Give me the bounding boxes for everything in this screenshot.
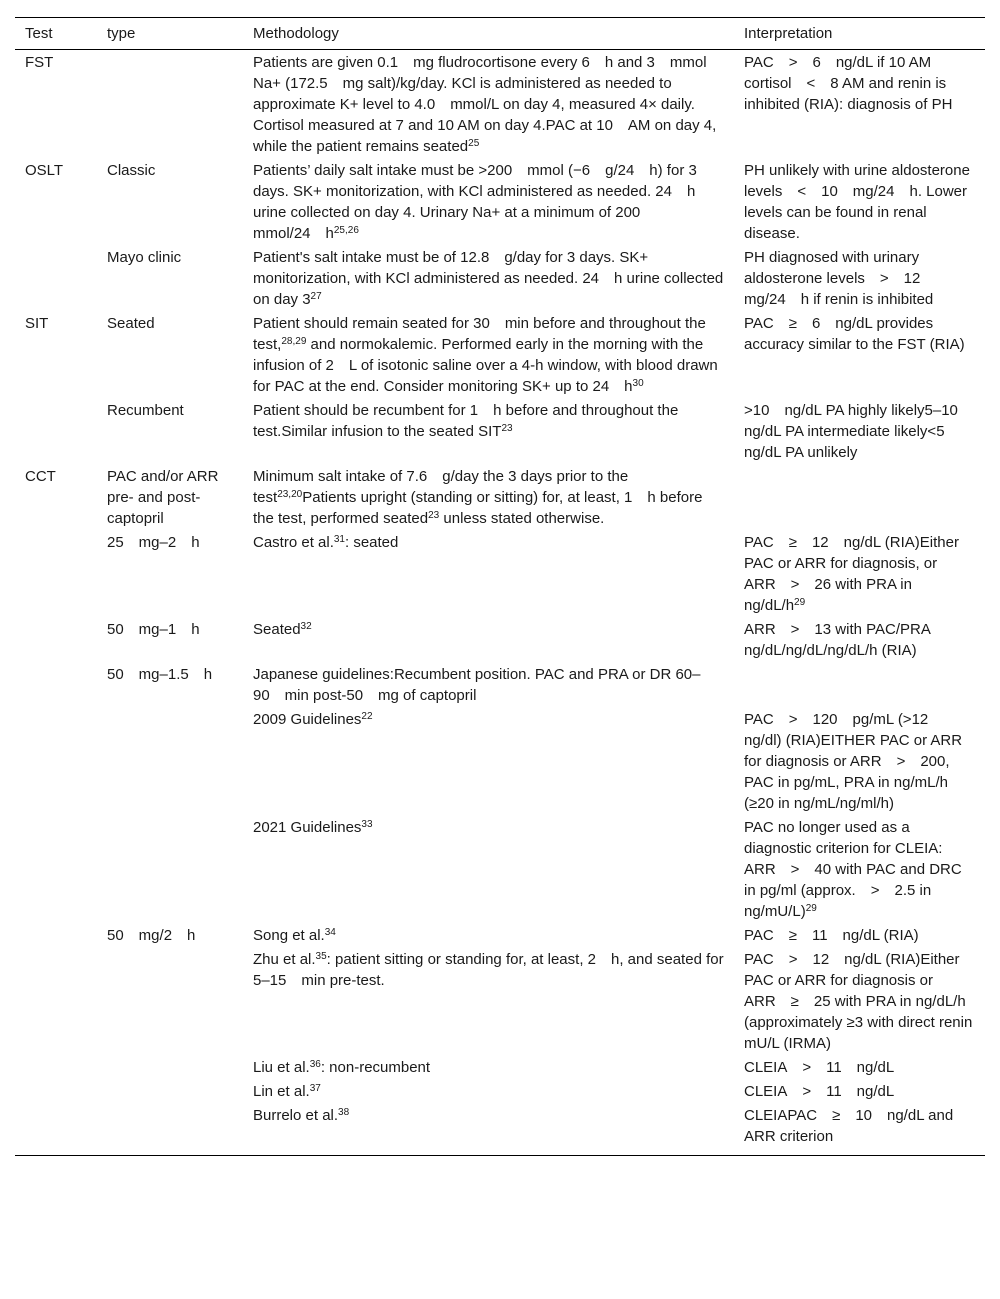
cell-type bbox=[97, 1055, 243, 1079]
cell-type bbox=[97, 1079, 243, 1103]
reference: 27 bbox=[310, 291, 322, 302]
reference: 23 bbox=[501, 423, 513, 434]
table-row bbox=[15, 311, 985, 398]
cell-interpretation: CLEIAPAC ≥ 10 ng/dL and ARR criterion bbox=[734, 1103, 985, 1156]
reference: 28,29 bbox=[281, 336, 307, 347]
reference: 33 bbox=[361, 819, 373, 830]
cell-test bbox=[15, 1079, 97, 1103]
table-row bbox=[15, 50, 985, 159]
cell-type: Mayo clinic bbox=[107, 249, 182, 266]
table-row bbox=[15, 617, 985, 662]
table-row bbox=[15, 398, 985, 464]
cell-interpretation bbox=[734, 662, 985, 707]
cell-type: 50 mg–1.5 h bbox=[107, 666, 213, 683]
cell-test bbox=[15, 1103, 97, 1156]
table-row bbox=[15, 530, 985, 617]
cell-interpretation: PH diagnosed with urinary aldosterone levels > 12 mg/24 h if renin is inhibited bbox=[744, 249, 936, 308]
reference: 35 bbox=[315, 951, 327, 962]
cell-test bbox=[15, 815, 97, 923]
reference: 32 bbox=[300, 621, 312, 632]
table-row bbox=[15, 923, 985, 947]
cell-test bbox=[15, 398, 97, 464]
table-row bbox=[15, 707, 985, 815]
methodology-table bbox=[15, 17, 985, 1156]
cell-test bbox=[15, 923, 97, 947]
reference: 29 bbox=[794, 597, 806, 608]
cell-type: Classic bbox=[107, 162, 156, 179]
cell-type bbox=[97, 707, 243, 815]
cell-type bbox=[97, 815, 243, 923]
header-interpretation: Interpretation bbox=[734, 18, 985, 50]
cell-methodology: Zhu et al.$^{35}$: patient sitting or standing for, at least, 2 h, and seated for 5–15 min pre-test. bbox=[253, 951, 724, 989]
cell-interpretation: >10 ng/dL PA highly likely5–10 ng/dL PA intermediate likely<5 ng/dL PA unlikely bbox=[744, 402, 973, 461]
header-type: type bbox=[97, 18, 243, 50]
cell-test: SIT bbox=[25, 315, 49, 332]
table-row bbox=[15, 815, 985, 923]
table-row bbox=[15, 1103, 985, 1156]
cell-methodology: Seated$^{32}$ bbox=[253, 621, 312, 638]
cell-interpretation: PH unlikely with urine aldosterone levels < 10 mg/24 h. Lower levels can be found in renal disease. bbox=[744, 162, 970, 242]
cell-type: Recumbent bbox=[107, 402, 184, 419]
cell-test bbox=[15, 530, 97, 617]
cell-methodology: Burrelo et al.$^{38}$ bbox=[243, 1103, 734, 1156]
reference: 37 bbox=[309, 1083, 321, 1094]
table-row bbox=[15, 158, 985, 245]
cell-methodology: Patients’ daily salt intake must be >200 mmol (−6 g/24 h) for 3 days. SK+ monitorization, with KCl administered as needed. 24 h urine collected on day 4. Urinary Na+ at a minimum of 200 mmol/24 $h^{25,26}$ bbox=[253, 162, 697, 242]
cell-interpretation: CLEIA > 11 ng/dL bbox=[744, 1059, 895, 1076]
cell-type bbox=[97, 947, 243, 1055]
table-row bbox=[15, 662, 985, 707]
cell-test: OSLT bbox=[25, 162, 64, 179]
cell-interpretation: PAC > 120 pg/mL (>12 ng/dl) (RIA)EITHER PAC or ARR for diagnosis or ARR > 200, PAC in pg/mL, PRA in ng/mL/h (≥20 in ng/mL/ng/ml/h) bbox=[744, 711, 963, 812]
cell-interpretation: PAC no longer used as a diagnostic criterion for CLEIA: ARR > 40 with PAC and DRC in pg/ml (approx. > 2.5 in ng/mU/L)$^{29}$ bbox=[744, 819, 962, 920]
reference: 29 bbox=[805, 903, 817, 914]
table-row bbox=[15, 1079, 985, 1103]
cell-interpretation: PAC > 6 ng/dL if 10 AM cortisol < 8 AM and renin is inhibited (RIA): diagnosis of PH bbox=[744, 54, 953, 113]
header-methodology: Methodology bbox=[243, 18, 734, 50]
cell-methodology: Lin et al.$^{37}$ bbox=[253, 1083, 321, 1100]
cell-methodology: Japanese guidelines:Recumbent position. PAC and PRA or DR 60–90 min post-50 mg of captopril bbox=[253, 666, 701, 704]
cell-interpretation: PAC ≥ 6 ng/dL provides accuracy similar to the FST (RIA) bbox=[744, 315, 965, 353]
table-row bbox=[15, 245, 985, 311]
cell-methodology: Patient should remain seated for 30 min before and throughout the test,$^{28,29}$ and normokalemic. Performed early in the morning with the infusion of 2 L of isotonic saline over a 4-h window, with blood drawn for PAC at the end. Consider monitoring SK+ up to 24 $h^{30}$ bbox=[253, 315, 718, 395]
cell-type bbox=[97, 1103, 243, 1156]
cell-methodology: Patient's salt intake must be of 12.8 g/day for 3 days. SK+ monitorization, with KCl administered as needed. 24 h urine collected on day $3^{27}$ bbox=[253, 249, 724, 308]
reference: 36 bbox=[309, 1059, 321, 1070]
cell-methodology: Liu et al.$^{36}$: non-recumbent bbox=[253, 1059, 431, 1076]
cell-type: 25 mg–2 h bbox=[107, 534, 200, 551]
header-row bbox=[15, 18, 985, 50]
cell-test bbox=[15, 947, 97, 1055]
cell-methodology: 2021 Guidelines$^{33}$ bbox=[253, 819, 373, 836]
cell-methodology: Minimum salt intake of 7.6 g/day the 3 days prior to the test$^{23,20}$Patients upright (standing or sitting) for, at least, 1 h before the test, performed seated$^{23}$ unless stated otherwise. bbox=[253, 468, 703, 527]
reference: 31 bbox=[333, 534, 345, 545]
reference: 23 bbox=[428, 510, 440, 521]
cell-test bbox=[15, 245, 97, 311]
cell-interpretation: CLEIA > 11 ng/dL bbox=[744, 1083, 895, 1100]
cell-methodology: Castro et al.$^{31}$: seated bbox=[253, 534, 399, 551]
cell-interpretation: PAC ≥ 12 ng/dL (RIA)Either PAC or ARR for diagnosis, or ARR > 26 with PRA in $ng/dL/h^{29}$ bbox=[744, 534, 959, 614]
cell-test bbox=[15, 1055, 97, 1079]
cell-methodology: Patients are given 0.1 mg fludrocortisone every 6 h and 3 mmol Na+ (172.5 mg salt)/kg/day. KCl is administered as needed to approximate K+ level to 4.0 mmol/L on day 4, measured 4× daily. Cortisol measured at 7 and 10 AM on day 4.PAC at 10 AM on day 4, while the patient remains seated$^{25}$ bbox=[253, 54, 717, 155]
cell-methodology: 2009 Guidelines$^{22}$ bbox=[253, 711, 373, 728]
table-row bbox=[15, 1055, 985, 1079]
cell-test bbox=[15, 617, 97, 662]
cell-type: PAC and/or ARR pre- and post-captopril bbox=[107, 468, 219, 527]
cell-test bbox=[15, 662, 97, 707]
table-row bbox=[15, 947, 985, 1055]
cell-type: Seated bbox=[107, 315, 155, 332]
cell-type: 50 mg/2 h bbox=[107, 927, 196, 944]
cell-type bbox=[97, 50, 243, 159]
reference: 34 bbox=[324, 927, 336, 938]
reference: 25 bbox=[468, 138, 480, 149]
cell-test: CCT bbox=[25, 468, 56, 485]
reference: 22 bbox=[361, 711, 373, 722]
cell-interpretation bbox=[734, 464, 985, 530]
cell-interpretation: PAC > 12 ng/dL (RIA)Either PAC or ARR for diagnosis or ARR ≥ 25 with PRA in ng/dL/h (approximately ≥3 with direct renin mU/L (IRMA) bbox=[744, 951, 973, 1052]
cell-test bbox=[15, 707, 97, 815]
cell-methodology: Patient should be recumbent for 1 h before and throughout the test.Similar infusion to the seated SIT$^{23}$ bbox=[253, 402, 679, 440]
reference: 30 bbox=[632, 378, 644, 389]
reference: 23,20 bbox=[277, 489, 303, 500]
cell-interpretation: ARR > 13 with PAC/PRA ng/dL/ng/dL/ng/dL/h (RIA) bbox=[744, 621, 931, 659]
header-test: Test bbox=[15, 18, 97, 50]
reference: 25,26 bbox=[333, 225, 359, 236]
reference: 38 bbox=[338, 1107, 350, 1118]
cell-type: 50 mg–1 h bbox=[107, 621, 200, 638]
cell-test: FST bbox=[25, 54, 54, 71]
cell-methodology: Song et al.$^{34}$ bbox=[253, 927, 336, 944]
table-row bbox=[15, 464, 985, 530]
cell-interpretation: PAC ≥ 11 ng/dL (RIA) bbox=[744, 927, 919, 944]
